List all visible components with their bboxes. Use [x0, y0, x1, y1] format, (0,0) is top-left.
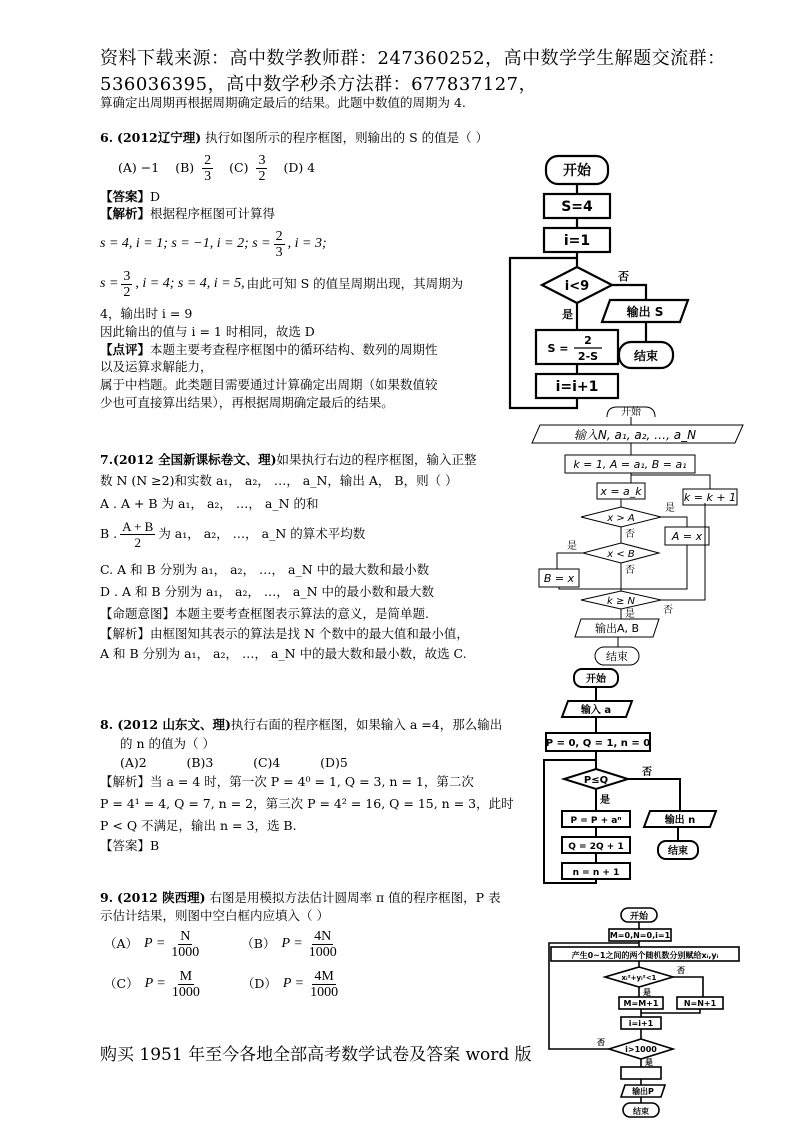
q6-option-c: (C) $\frac{3}{2}$: [229, 152, 266, 184]
q7-flow-init: k = 1, A = a₁, B = a₁: [573, 458, 687, 471]
q6-flow-start: 开始: [563, 163, 591, 179]
q7-flow-no2: 否: [625, 565, 635, 576]
q7-flow-no3: 否: [663, 605, 673, 616]
q7-flow-cond2: x < B: [607, 549, 635, 560]
q8-flow-cond: P≤Q: [583, 775, 609, 786]
q8-flow-n: n = n + 1: [572, 868, 620, 878]
q6-comment-4: 少也可直接算出结果），再根据周期确定最后的结果。: [100, 395, 394, 410]
q7-option-b: B . $\frac{A + B}{2}$ 为 a₁， a₂， …， a_N 的算术平均数: [100, 518, 366, 550]
q8-flowchart: [538, 665, 728, 885]
q9-flow-blank-box: [621, 1067, 661, 1079]
q6-stem: [100, 130, 488, 146]
q8-flow-output: 输出 n: [664, 815, 696, 826]
q9-flow-gen: 产生0~1之间的两个随机数分别赋给xᵢ,yᵢ: [571, 951, 719, 960]
q9-flow-cond2: i>1000: [625, 1045, 657, 1054]
header-line-2: 536036395，高中数学秒杀方法群：677837127，: [100, 74, 538, 95]
header-line-1: 资料下载来源：高中数学教师群：247360252，高中数学学生解题交流群：: [100, 48, 726, 69]
q9-option-d: （D） P = $\frac{4M}{1000}$: [241, 968, 339, 1000]
q8-flow-p: P = P + aⁿ: [570, 816, 622, 826]
q8-answer: 【答案】B: [100, 838, 160, 853]
q9-flow-end: 结束: [633, 1107, 649, 1116]
q6-flow-s4: S=4: [561, 199, 593, 215]
footer-text: 购买 1951 年至今各地全部高考数学试卷及答案 word 版: [100, 1045, 532, 1065]
q9-option-c: （C） P = $\frac{M}{1000}$: [104, 968, 200, 1000]
q6-options: [118, 150, 315, 186]
q9-flow-no: 否: [677, 966, 685, 975]
q6-option-a: (A) −1: [118, 160, 160, 175]
q7-flow-cond3: k ≥ N: [606, 596, 636, 607]
q6-calc-line-2: s = $\frac{3}{2}$ , i = 4; s = 4, i = 5, 由此可知 S 的值呈周期出现，其周期为: [100, 268, 464, 300]
q8-flow-q: Q = 2Q + 1: [568, 842, 624, 852]
q8-flow-end: 结束: [668, 846, 688, 857]
q6-number: 6.: [100, 130, 114, 145]
q6-line-5: 因此输出的值与 i = 1 时相同，故选 D: [100, 324, 315, 339]
q7-stem-1: 7.(2012 全国新课标卷文、理)如果执行右边的程序框图，输入正整: [100, 452, 477, 467]
q9-stem-2: 示估计结果，则图中空白框内应填入（ ）: [100, 908, 329, 923]
q7-flow-bx: B = x: [543, 572, 575, 585]
q8-flow-no: 否: [642, 767, 652, 778]
q9-flow-no2: 否: [597, 1038, 605, 1047]
q8-analysis-3: P < Q 不满足，输出 n = 3，选 B.: [100, 818, 297, 833]
q6-line-4: 4，输出时 i = 9: [100, 306, 193, 321]
q6-flow-no: 否: [618, 270, 629, 283]
q9-flow-init: M=0,N=0,i=1: [609, 931, 671, 940]
q6-flow-yes: 是: [562, 308, 573, 321]
q6-flow-i1: i=1: [563, 233, 591, 249]
q9-flow-i: i=i+1: [628, 1019, 654, 1028]
q7-analysis-2: A 和 B 分别为 a₁， a₂， …， a_N 中的最大数和最小数，故选 C.: [100, 646, 467, 661]
q9-options-cd: [104, 966, 338, 1002]
q7-analysis-1: 【解析】由框图知其表示的算法是找 N 个数中的最大值和最小值，: [100, 626, 469, 641]
q7-flowchart: [515, 405, 747, 667]
q6-flow-output: 输出 S: [626, 305, 664, 319]
q6-flowchart: [500, 150, 700, 415]
q9-option-a: （A） P = $\frac{N}{1000}$: [104, 928, 200, 960]
q9-flow-cond: xᵢ²+yᵢ²<1: [621, 974, 657, 982]
q9-flow-m: M=M+1: [623, 999, 659, 1008]
q6-flow-assign-num: 2: [584, 334, 592, 347]
q6-comment-3: 属于中档题。此类题目需要通过计算确定出周期（如果数值较: [100, 377, 438, 392]
q6-source: (2012辽宁理): [117, 130, 202, 145]
q6-flow-end: 结束: [633, 349, 659, 363]
q7-flow-yes1: 是: [665, 503, 675, 514]
q7-option-a: A . A + B 为 a₁， a₂， …， a_N 的和: [100, 496, 319, 511]
q6-comment-2: 以及运算求解能力，: [100, 359, 213, 374]
q7-stem-2: 数 N (N ≥2)和实数 a₁， a₂， …， a_N，输出 A， B，则（ ）: [100, 473, 458, 488]
q9-flow-yes: 是: [643, 988, 651, 997]
q7-flow-no1: 否: [625, 529, 635, 540]
q9-flow-output: 输出P: [632, 1087, 654, 1096]
q7-flow-input: 输入N, a₁, a₂, …, a_N: [573, 428, 697, 442]
q9-flow-yes2: 是: [645, 1058, 653, 1067]
q6-calc-line-1: s = 4, i = 1; s = −1, i = 2; s = $\frac{2}{3}$ , i = 3;: [100, 228, 327, 260]
header-line-3: 算确定出周期再根据周期确定最后的结果。此题中数值的周期为 4.: [100, 95, 466, 110]
q9-flow-start: 开始: [629, 912, 649, 922]
q6-option-b: (B) $\frac{2}{3}$: [175, 152, 212, 184]
q8-flow-input: 输入 a: [580, 705, 612, 716]
q8-stem-2: 的 n 的值为（ ）: [120, 736, 215, 751]
q6-stem-text: 执行如图所示的程序框图，则输出的 S 的值是（ ）: [205, 130, 489, 145]
q9-flowchart: [545, 905, 745, 1120]
q7-flow-end: 结束: [606, 650, 628, 663]
q6-flow-incr: i=i+1: [555, 379, 599, 395]
q8-flow-yes: 是: [600, 795, 610, 806]
q7-flow-output: 输出A, B: [594, 622, 640, 635]
q6-analysis: 【解析】根据程序框图可计算得: [100, 206, 276, 221]
q8-flow-start: 开始: [586, 674, 606, 685]
q7-flow-start: 开始: [621, 407, 641, 418]
q6-flow-assign-lhs: S =: [547, 342, 569, 355]
q7-intent: 【命题意图】本题主要考查框图表示算法的意义，是简单题.: [100, 606, 429, 621]
q8-stem-1: 8. (2012 山东文、理)执行右面的程序框图，如果输入 a =4，那么输出: [100, 717, 503, 732]
q9-flow-n: N=N+1: [683, 999, 717, 1008]
q6-option-d: (D) 4: [283, 160, 316, 175]
q7-option-d: D . A 和 B 分别为 a₁， a₂， …， a_N 中的最小数和最大数: [100, 584, 435, 599]
q9-stem-1: 9. (2012 陕西理) 右图是用模拟方法估计圆周率 π 值的程序框图，P 表: [100, 890, 501, 905]
q6-flow-cond: i<9: [564, 279, 590, 294]
q9-option-b: （B） P = $\frac{4N}{1000}$: [241, 928, 337, 960]
q8-analysis-2: P = 4¹ = 4, Q = 7, n = 2，第三次 P = 4² = 16, Q = 15, n = 3，此时: [100, 796, 514, 811]
q7-flow-cond1: x > A: [607, 513, 635, 524]
q8-flow-init: P = 0, Q = 1, n = 0: [545, 738, 651, 749]
q7-flow-yes3: 是: [625, 609, 635, 620]
q7-flow-x: x = a_k: [600, 485, 642, 498]
q7-option-c: C. A 和 B 分别为 a₁， a₂， …， a_N 中的最大数和最小数: [100, 562, 430, 577]
q7-flow-kinc: k = k + 1: [683, 491, 737, 504]
q6-flow-assign-den: 2-S: [577, 350, 599, 363]
q7-flow-ax: A = x: [671, 530, 703, 543]
q6-answer: 【答案】D: [100, 189, 161, 204]
q9-options-ab: [104, 926, 337, 962]
q8-options: (A)2 (B)3 (C)4 (D)5: [120, 755, 348, 770]
q6-comment-1: 【点评】本题主要考查程序框图中的循环结构、数列的周期性: [100, 342, 438, 357]
q8-analysis-1: 【解析】当 a = 4 时，第一次 P = 4⁰ = 1, Q = 3, n = 1，第二次: [100, 774, 474, 789]
q7-flow-yes2: 是: [567, 541, 577, 552]
